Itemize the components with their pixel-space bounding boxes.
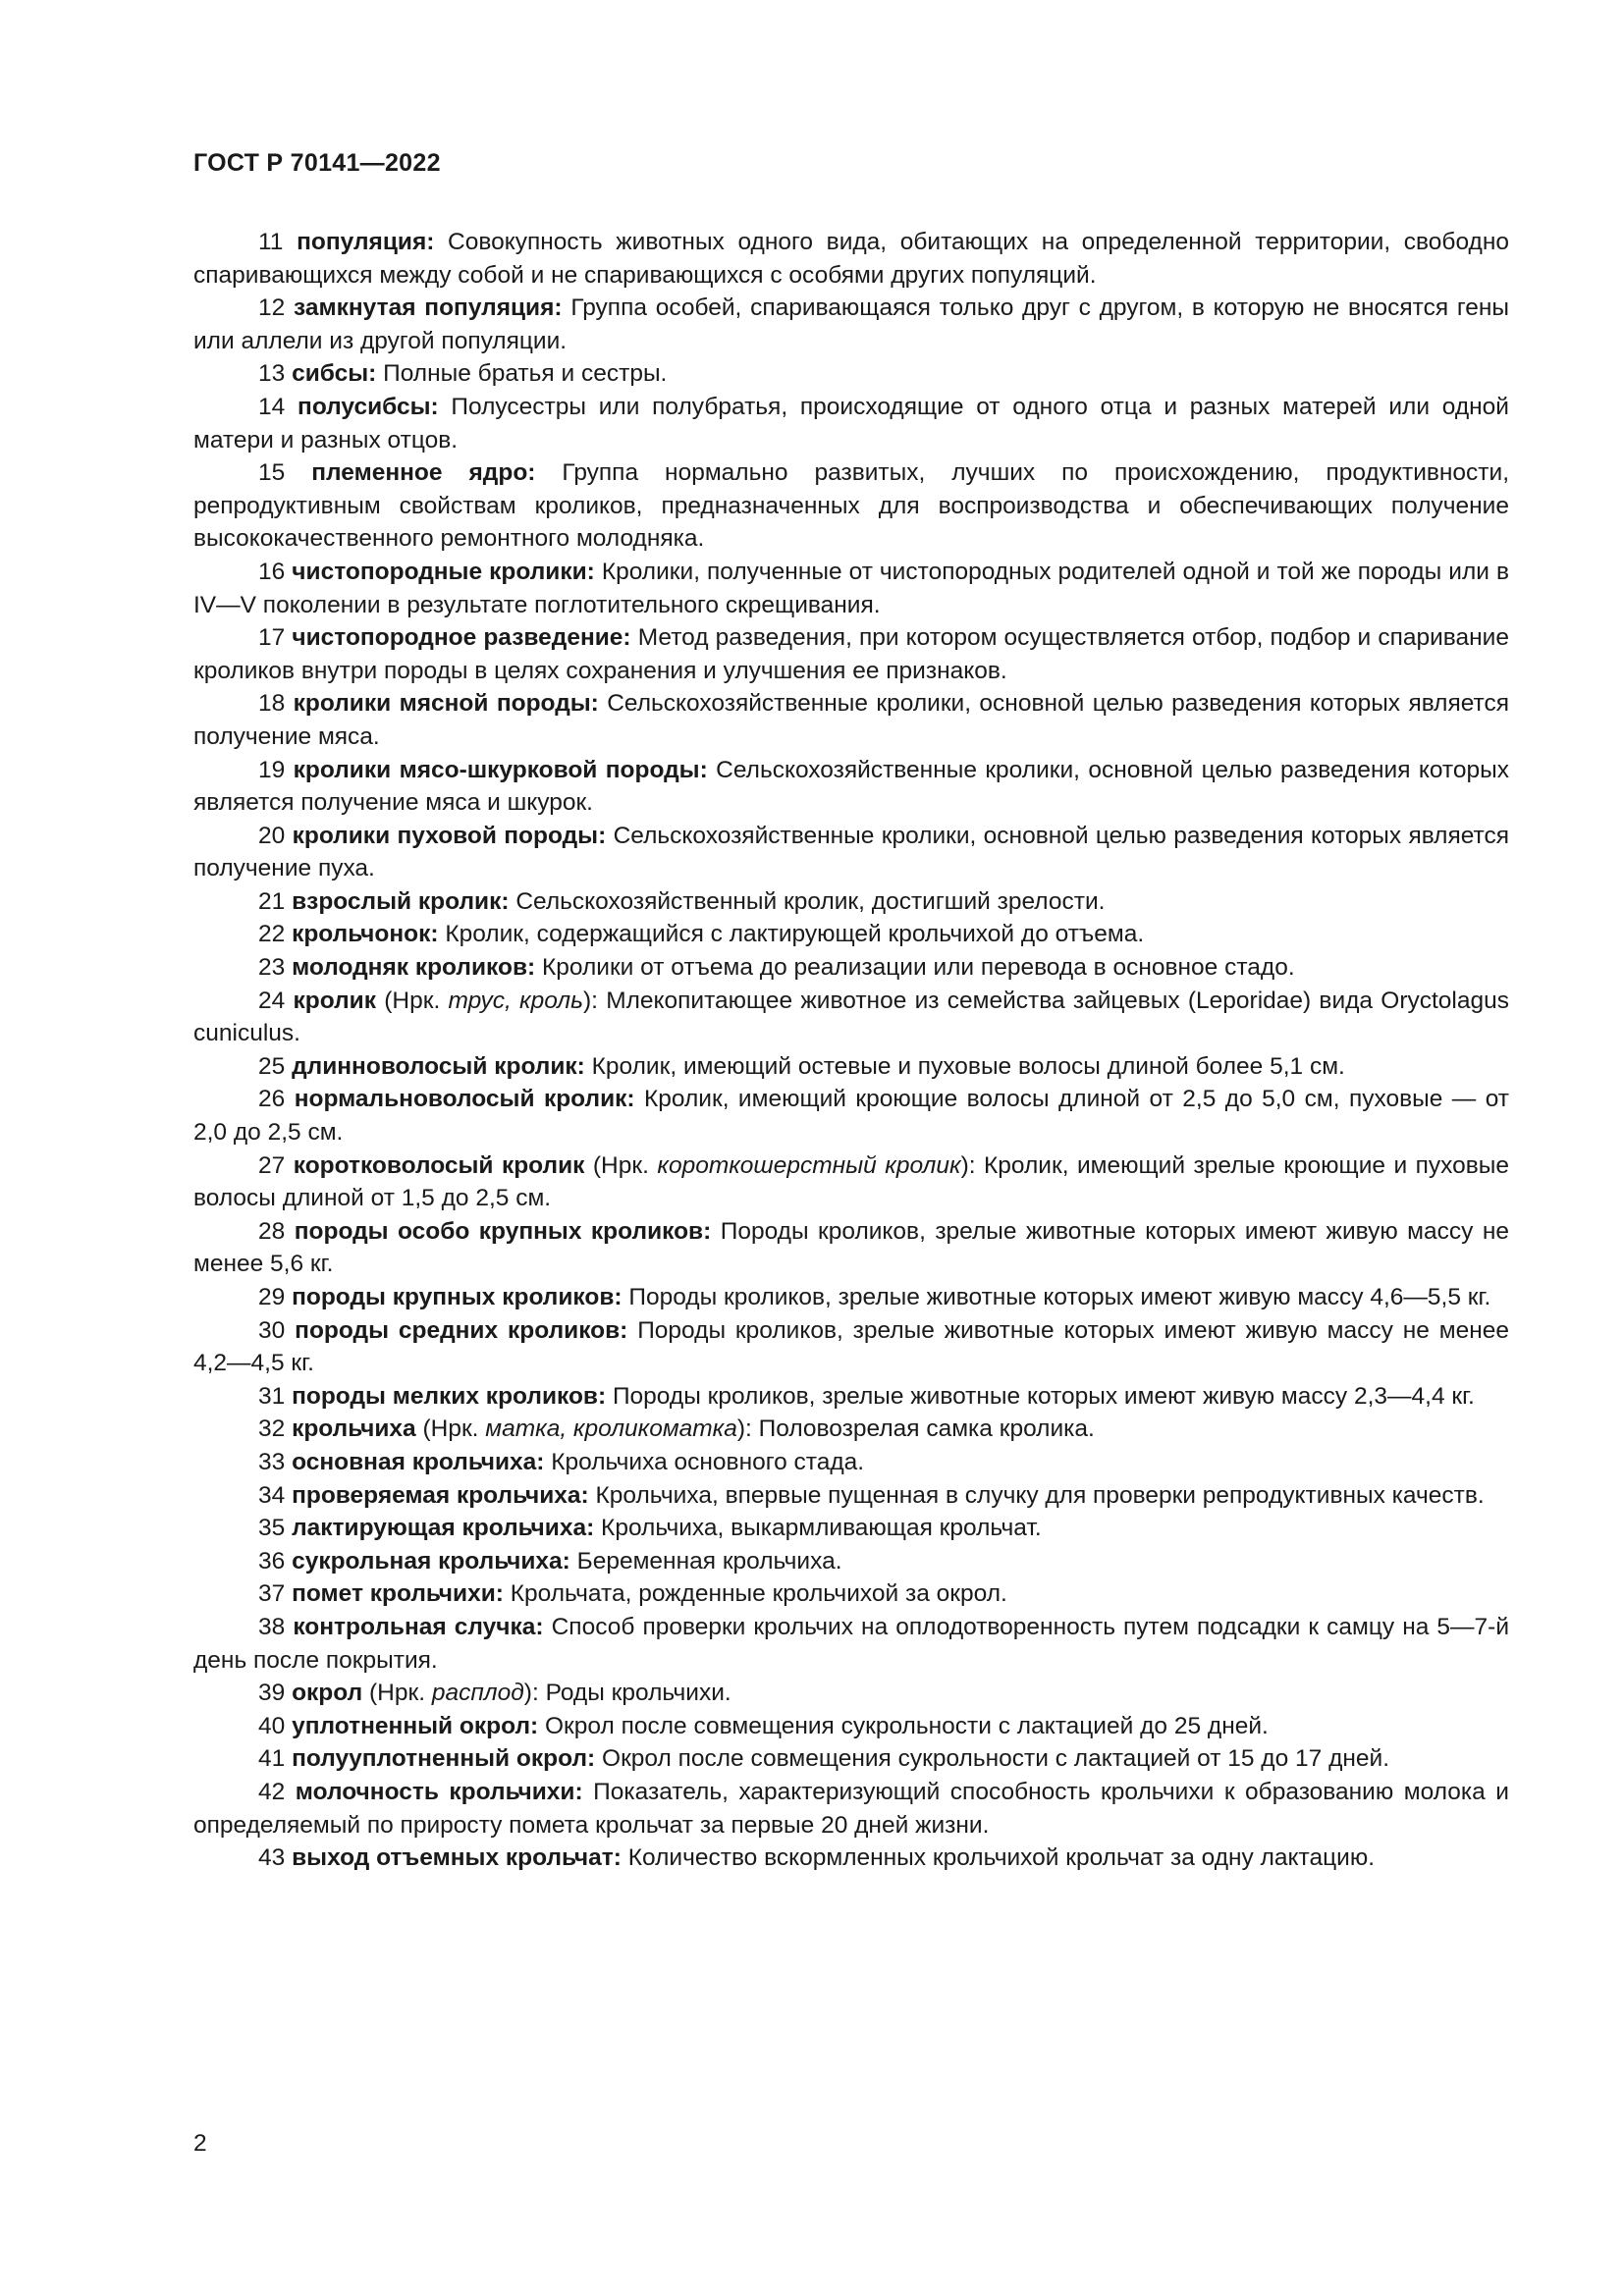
term-entry <box>193 456 1509 556</box>
term-definition: Половозрелая самка кролика. <box>751 1415 1095 1443</box>
term-number: 26 <box>258 1086 286 1113</box>
term-name: взрослый кролик: <box>292 887 510 915</box>
term-name: молочность крольчихи: <box>295 1778 583 1805</box>
term-number: 38 <box>258 1613 286 1640</box>
term-entry <box>193 1479 1509 1513</box>
term-number: 13 <box>258 360 286 388</box>
term-number: 20 <box>258 822 286 849</box>
term-definition: Количество вскормленных крольчихой крольчат за одну лактацию. <box>621 1844 1375 1872</box>
term-name: крольчонок: <box>292 921 439 948</box>
term-name: лактирующая крольчиха: <box>292 1515 595 1542</box>
term-number: 18 <box>258 690 286 718</box>
term-number: 21 <box>258 887 286 915</box>
synonym-prefix: (Нрк. <box>415 1415 486 1443</box>
term-definition: Крольчиха основного стада. <box>544 1448 865 1475</box>
term-definition: Кролик, имеющий остевые и пуховые волосы длиной более 5,1 см. <box>584 1052 1345 1080</box>
term-entry <box>193 1380 1509 1414</box>
term-entry <box>193 556 1509 621</box>
term-definition: Кролики от отъема до реализации или перевода в основное стадо. <box>535 954 1295 982</box>
term-name: сукрольная крольчиха: <box>292 1547 570 1575</box>
term-number: 32 <box>258 1415 286 1443</box>
term-entry <box>193 621 1509 687</box>
term-name: основная крольчиха: <box>292 1448 545 1475</box>
term-definition: Сельскохозяйственные кролики, основной целью разведения которых является получение мяса. <box>193 690 1509 750</box>
term-definition: Крольчиха, выкармливающая крольчат. <box>594 1515 1042 1542</box>
term-definition: Роды крольчихи. <box>538 1680 731 1707</box>
term-entry <box>193 1446 1509 1479</box>
term-entry <box>193 687 1509 753</box>
term-entry <box>193 357 1509 391</box>
term-definition: Способ проверки крольчих на оплодотворенность путем подсадки к самцу на 5—7-й день после покрытия. <box>193 1613 1510 1674</box>
term-name: крольчиха <box>292 1415 416 1443</box>
term-definition: Крольчиха, впервые пущенная в случку для проверки репродуктивных качеств. <box>588 1481 1485 1509</box>
term-number: 24 <box>258 987 286 1014</box>
term-definition: Кролик, имеющий кроющие волосы длиной от 2,5 до 5,0 см, пуховые — от 2,0 до 2,5 см. <box>193 1086 1509 1147</box>
term-name: выход отъемных крольчат: <box>292 1844 622 1872</box>
term-entry <box>193 985 1509 1050</box>
term-name: чистопородные кролики: <box>292 558 595 585</box>
term-name: племенное ядро: <box>311 459 536 487</box>
term-entry <box>193 1215 1509 1281</box>
term-name: породы особо крупных кроликов: <box>294 1217 712 1245</box>
term-definition: Сельскохозяйственные кролики, основной целью разведения которых является получение мяса и шкурок. <box>193 756 1509 817</box>
term-entry <box>193 1611 1509 1677</box>
term-definition: Сельскохозяйственные кролики, основной целью разведения которых является получение пуха. <box>193 822 1510 882</box>
term-number: 15 <box>258 459 286 487</box>
nonrecommended-synonym: короткошерстный кролик <box>657 1151 961 1179</box>
term-number: 35 <box>258 1515 286 1542</box>
term-entry <box>193 1677 1509 1710</box>
term-number: 11 <box>258 229 284 255</box>
term-definition: Сельскохозяйственный кролик, достигший зрелости. <box>509 887 1106 915</box>
synonym-suffix: ): <box>582 987 598 1014</box>
term-name: породы крупных кроликов: <box>292 1284 623 1310</box>
term-number: 37 <box>258 1580 286 1608</box>
term-definition: Группа нормально развитых, лучших по происхождению, продуктивности, репродуктивным свойствам кроликов, предназначенных для воспроизводства и обеспечивающих получение высококачественного ремонтного молодняка. <box>193 459 1510 553</box>
term-definition: Породы кроликов, зрелые животные которых имеют живую массу 2,3—4,4 кг. <box>606 1382 1475 1410</box>
synonym-suffix: ): <box>523 1680 539 1707</box>
synonym-prefix: (Нрк. <box>376 987 449 1014</box>
term-name: нормальноволосый кролик: <box>294 1086 635 1113</box>
term-name: породы мелких кроликов: <box>292 1382 607 1410</box>
nonrecommended-synonym: расплод <box>431 1680 524 1707</box>
term-name: кролики мясной породы: <box>293 690 599 718</box>
term-number: 41 <box>258 1745 286 1773</box>
term-name: кролики мясо-шкурковой породы: <box>293 756 708 783</box>
term-number: 19 <box>258 756 286 783</box>
term-name: сибсы: <box>292 360 377 388</box>
document-code-header: ГОСТ Р 70141—2022 <box>193 149 441 177</box>
term-entry <box>193 754 1509 820</box>
term-name: окрол <box>292 1680 363 1707</box>
term-definition: Полные братья и сестры. <box>376 360 668 388</box>
term-definition: Группа особей, спаривающаяся только друг с другом, в которую не вносятся гены или аллели из другой популяции. <box>193 294 1510 354</box>
term-number: 22 <box>258 921 286 948</box>
term-name: породы средних кроликов: <box>295 1316 628 1344</box>
term-entry <box>193 1050 1509 1084</box>
term-number: 16 <box>258 558 286 585</box>
term-entry <box>193 1314 1509 1380</box>
term-entry <box>193 391 1509 456</box>
term-number: 28 <box>258 1217 286 1245</box>
term-name: чистопородное разведение: <box>292 624 631 652</box>
term-definition: Кролики, полученные от чистопородных родителей одной и той же породы или в IV—V поколении в результате поглотительного скрещивания. <box>193 558 1509 618</box>
term-entry <box>193 885 1509 919</box>
term-entry <box>193 1413 1509 1446</box>
term-definition: Породы кроликов, зрелые животные которых имеют живую массу не менее 5,6 кг. <box>193 1217 1510 1278</box>
term-entry <box>193 1545 1509 1578</box>
term-definition: Полусестры или полубратья, происходящие от одного отца и разных матерей или одной матери и разных отцов. <box>193 393 1509 454</box>
term-name: коротковолосый кролик <box>293 1151 585 1179</box>
page-number: 2 <box>193 2130 207 2157</box>
term-definition: Породы кроликов, зрелые животные которых имеют живую массу 4,6—5,5 кг. <box>622 1284 1491 1310</box>
term-name: молодняк кроликов: <box>292 954 536 982</box>
term-entry <box>193 1281 1509 1314</box>
term-definition: Показатель, характеризующий способность крольчихи к образованию молока и определяемый по приросту помета крольчат за первые 20 дней жизни. <box>193 1778 1509 1839</box>
term-number: 30 <box>258 1316 286 1344</box>
term-number: 12 <box>258 294 286 322</box>
term-number: 27 <box>258 1151 286 1179</box>
term-entry <box>193 1577 1509 1611</box>
term-number: 23 <box>258 954 286 982</box>
term-entry <box>193 1083 1509 1148</box>
term-entry <box>193 918 1509 951</box>
term-name: полусибсы: <box>298 393 439 420</box>
term-entry <box>193 1512 1509 1545</box>
term-definition: Крольчата, рожденные крольчихой за окрол. <box>503 1580 1007 1608</box>
term-name: полууплотненный окрол: <box>292 1745 596 1773</box>
synonym-suffix: ): <box>736 1415 752 1443</box>
terms-list <box>193 226 1509 1875</box>
nonrecommended-synonym: матка, кроликоматка <box>485 1415 737 1443</box>
term-definition: Окрол после совмещения сукрольности с лактацией от 15 до 17 дней. <box>595 1745 1390 1773</box>
term-entry <box>193 292 1509 357</box>
term-name: популяция: <box>297 229 435 255</box>
synonym-prefix: (Нрк. <box>584 1151 658 1179</box>
term-entry <box>193 951 1509 985</box>
term-definition: Окрол после совмещения сукрольности с лактацией до 25 дней. <box>538 1712 1269 1739</box>
term-number: 43 <box>258 1844 286 1872</box>
term-entry <box>193 1710 1509 1743</box>
term-entry <box>193 226 1509 292</box>
term-entry <box>193 1742 1509 1776</box>
term-definition: Кролик, содержащийся с лактирующей крольчихой до отъема. <box>438 921 1145 948</box>
term-definition: Млекопитающее животное из семейства зайцевых (Leporidae) вида Oryctolagus cuniculus. <box>193 987 1510 1047</box>
term-name: проверяемая крольчиха: <box>292 1481 589 1509</box>
term-number: 34 <box>258 1481 286 1509</box>
term-name: кролики пуховой породы: <box>292 822 607 849</box>
nonrecommended-synonym: трус, кроль <box>448 987 583 1014</box>
term-entry <box>193 1776 1509 1842</box>
term-definition: Метод разведения, при котором осуществляется отбор, подбор и спаривание кроликов внутри породы в целях сохранения и улучшения ее признаков. <box>193 624 1509 684</box>
term-entry <box>193 1842 1509 1875</box>
term-number: 17 <box>258 624 286 652</box>
term-name: контрольная случка: <box>293 1613 544 1640</box>
term-number: 36 <box>258 1547 286 1575</box>
term-name: помет крольчихи: <box>292 1580 504 1608</box>
term-number: 33 <box>258 1448 286 1475</box>
term-name: уплотненный окрол: <box>292 1712 539 1739</box>
term-definition: Кролик, имеющий зрелые кроющие и пуховые волосы длиной от 1,5 до 2,5 см. <box>193 1151 1510 1212</box>
synonym-suffix: ): <box>960 1151 976 1179</box>
term-number: 14 <box>258 393 286 420</box>
term-definition: Породы кроликов, зрелые животные которых имеют живую массу не менее 4,2—4,5 кг. <box>193 1316 1509 1377</box>
term-name: длинноволосый кролик: <box>292 1052 585 1080</box>
term-number: 29 <box>258 1284 286 1310</box>
term-number: 40 <box>258 1712 286 1739</box>
term-number: 42 <box>258 1778 286 1805</box>
term-number: 39 <box>258 1680 286 1707</box>
synonym-prefix: (Нрк. <box>362 1680 432 1707</box>
term-number: 25 <box>258 1052 286 1080</box>
term-entry <box>193 1149 1509 1215</box>
term-number: 31 <box>258 1382 286 1410</box>
term-name: замкнутая популяция: <box>294 294 563 322</box>
term-definition: Совокупность животных одного вида, обитающих на определенной территории, свободно спаривающихся между собой и не спаривающихся с особями других популяций. <box>193 229 1509 289</box>
term-entry <box>193 820 1509 885</box>
term-name: кролик <box>293 987 376 1014</box>
term-definition: Беременная крольчиха. <box>569 1547 842 1575</box>
